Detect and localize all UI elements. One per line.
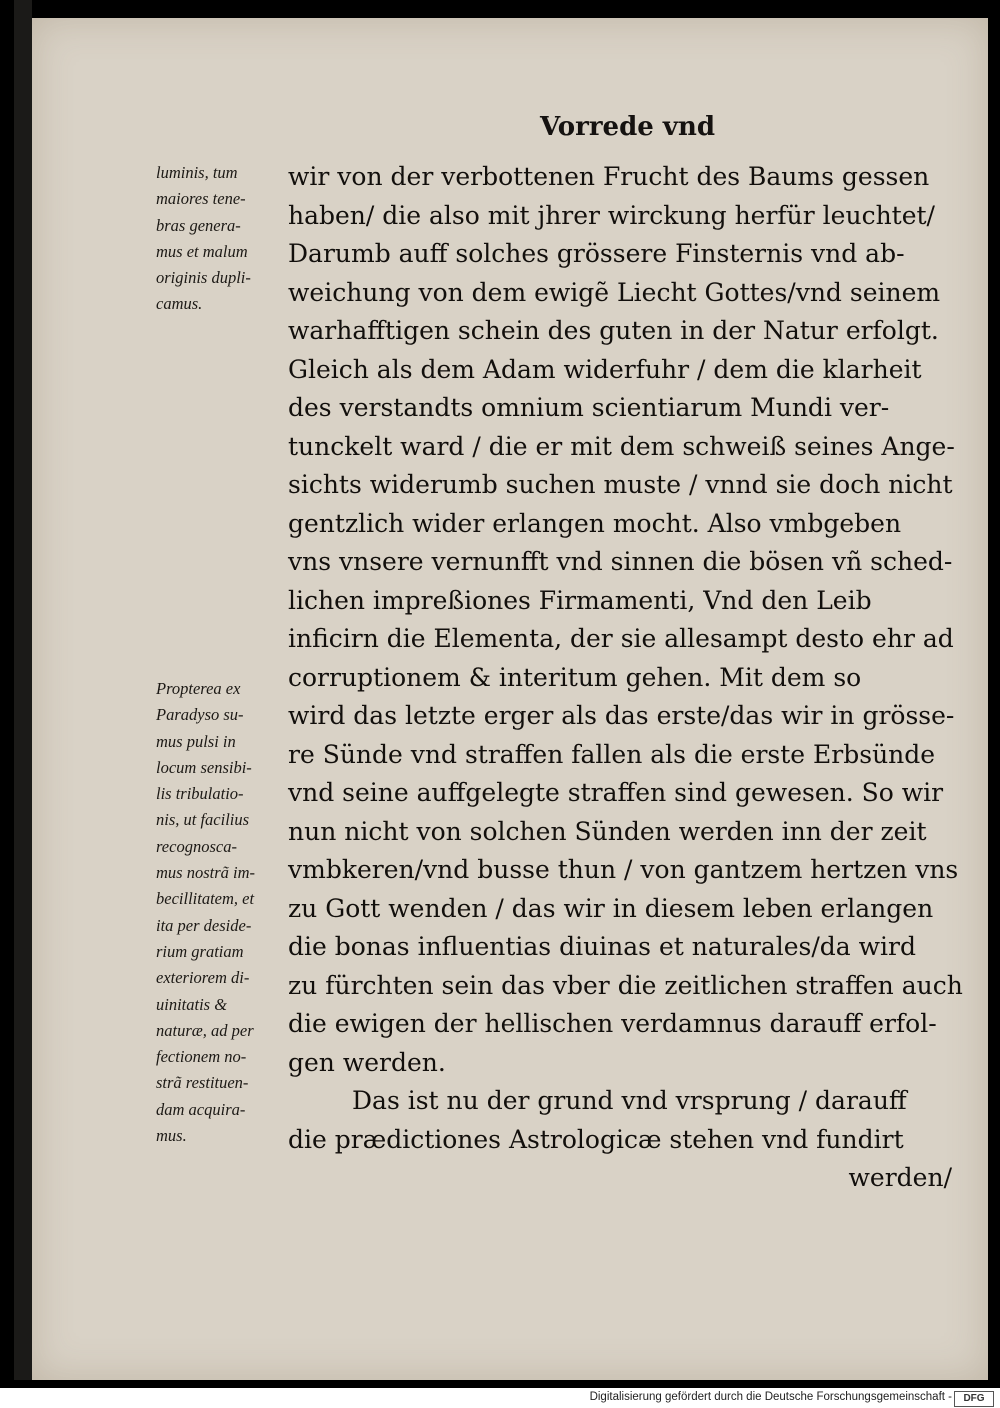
- margin-note-line: rium gratiam: [156, 941, 244, 961]
- text-line: corruptionem & interitum gehen. Mit dem so: [288, 662, 862, 692]
- margin-note-1: [156, 160, 284, 318]
- main-text-block: [288, 158, 963, 1198]
- text-line: werden/: [848, 1163, 952, 1192]
- text-line: die bonas influentias diuinas et naturales/da wird: [288, 932, 916, 961]
- margin-note-line: ita per deside-: [156, 915, 252, 935]
- text-line: sichts widerumb suchen muste / vnnd sie doch nicht: [288, 470, 953, 499]
- margin-note-line: Propterea ex: [156, 679, 241, 698]
- margin-note-line: mus.: [156, 1126, 187, 1146]
- text-line: vns vnsere vernunfft vnd sinnen die bösen vñ sched-: [288, 547, 953, 576]
- text-line: inficirn die Elementa, der sie allesampt desto ehr ad: [288, 624, 954, 653]
- margin-note-line: luminis, tum: [156, 163, 238, 182]
- text-line: gentzlich wider erlangen mocht. Also vmbgeben: [288, 508, 902, 538]
- margin-note-line: becillitatem, et: [156, 889, 255, 909]
- margin-note-line: dam acquira-: [156, 1099, 246, 1119]
- text-line: nun nicht von solchen Sünden werden inn der zeit: [288, 816, 927, 846]
- book-spine-edge: [14, 0, 32, 1380]
- margin-note-line: uinitatis &: [156, 994, 228, 1014]
- margin-note-line: locum sensibi-: [156, 757, 252, 777]
- text-line: wird das letzte erger als das erste/das wir in grösse-: [288, 701, 955, 730]
- text-line: Das ist nu der grund vnd vrsprung / darauff: [352, 1086, 907, 1115]
- margin-note-line: bras genera-: [156, 215, 241, 235]
- text-line: Darumb auff solches grössere Finsternis vnd ab-: [288, 239, 905, 268]
- text-line: die prædictiones Astrologicæ stehen vnd fundirt: [288, 1124, 904, 1154]
- margin-note-line: exteriorem di-: [156, 968, 250, 988]
- text-line: warhafftigen schein des guten in der Natur erfolgt.: [288, 316, 939, 345]
- text-line: haben/ die also mit jhrer wirckung herfür leuchtet/: [288, 200, 935, 230]
- text-line: tunckelt ward / die er mit dem schweiß seines Ange-: [288, 431, 955, 461]
- footer-bar: [0, 1388, 1000, 1408]
- margin-note-line: lis tribulatio-: [156, 784, 244, 804]
- margin-note-line: fectionem no-: [156, 1047, 247, 1067]
- text-line: vnd seine auffgelegte straffen sind gewesen. So wir: [288, 778, 944, 807]
- text-line: zu fürchten sein das vber die zeitlichen straffen auch: [288, 970, 963, 1000]
- margin-note-line: naturæ, ad per: [156, 1020, 254, 1040]
- margin-note-line: maiores tene-: [156, 189, 246, 209]
- text-line: weichung von dem ewigẽ Liecht Gottes/vnd seinem: [288, 277, 941, 307]
- text-line: zu Gott wenden / das wir in diesem leben erlangen: [288, 893, 934, 923]
- text-line: wir von der verbottenen Frucht des Baums gessen: [288, 162, 930, 191]
- margin-note-line: strã restituen-: [156, 1073, 249, 1093]
- margin-note-line: recognosca-: [156, 836, 237, 856]
- funding-credit: Digitalisierung gefördert durch die Deutsche Forschungsgemeinschaft -: [589, 1391, 952, 1403]
- margin-note-line: camus.: [156, 294, 203, 314]
- margin-note-2: [156, 676, 284, 1149]
- text-line: gen werden.: [288, 1047, 446, 1077]
- margin-note-line: mus pulsi in: [156, 731, 236, 751]
- text-line: des verstandts omnium scientiarum Mundi ver-: [288, 393, 890, 422]
- dfg-logo: DFG: [954, 1391, 994, 1407]
- margin-note-line: nis, ut facilius: [156, 810, 250, 830]
- margin-note-line: Paradyso su-: [156, 705, 244, 725]
- text-line: die ewigen der hellischen verdamnus darauff erfol-: [288, 1009, 937, 1038]
- running-head: Vorrede vnd: [540, 112, 716, 142]
- margin-note-line: mus et malum: [156, 241, 248, 261]
- text-line: Gleich als dem Adam widerfuhr / dem die klarheit: [288, 354, 922, 384]
- text-line: lichen impreßiones Firmamenti, Vnd den Leib: [288, 585, 872, 615]
- text-line: vmbkeren/vnd busse thun / von gantzem hertzen vns: [288, 855, 959, 884]
- margin-note-line: mus nostrã im-: [156, 863, 256, 883]
- text-line: re Sünde vnd straffen fallen als die erste Erbsünde: [288, 739, 936, 769]
- margin-note-line: originis dupli-: [156, 268, 251, 288]
